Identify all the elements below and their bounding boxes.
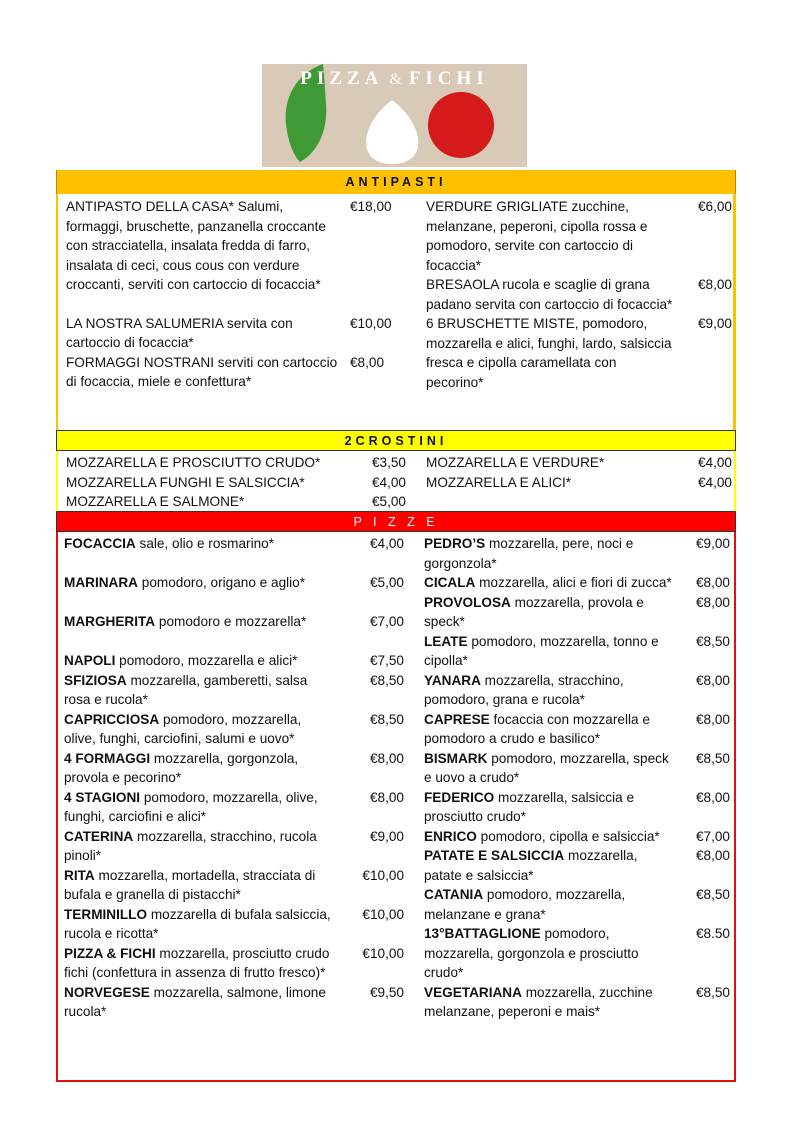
pizza-name: BISMARK — [424, 750, 488, 766]
pizza-price: €10,00 — [362, 945, 404, 961]
pizza-price: €10,00 — [362, 867, 404, 883]
pizza-item — [64, 651, 404, 671]
pizza-ingredients: pomodoro, cipolla e salsiccia* — [476, 828, 660, 844]
brand-right: FICHI — [408, 68, 489, 89]
pizza-description — [424, 788, 674, 827]
crostino-description: MOZZARELLA E SALMONE* — [66, 494, 245, 509]
pizza-ingredients: mozzarella, alici e fiori di zucca* — [475, 575, 672, 590]
pizza-description — [64, 866, 336, 905]
pizza-price: €8,50 — [695, 887, 730, 902]
pizza-item — [424, 632, 730, 671]
pizza-price: €8,00 — [695, 672, 730, 688]
pizza-description — [424, 827, 674, 847]
pizza-description — [64, 671, 336, 710]
crostini-left-column — [66, 453, 406, 512]
antipasto-item — [66, 197, 392, 295]
pizza-description — [64, 710, 336, 749]
pizza-ingredients: mozzarella, stracchino, rucola pinoli* — [64, 828, 317, 863]
antipasti-right-column — [426, 197, 732, 392]
pizza-item — [424, 983, 730, 1022]
pizza-price: €7,50 — [369, 653, 404, 668]
antipasto-description: 6 BRUSCHETTE MISTE, pomodoro, mozzarella e alici, funghi, lardo, salsiccia fresca e cipolla caramellata con pecorino* — [426, 316, 672, 390]
pizza-price: €9,00 — [369, 828, 404, 844]
pizza-name: NAPOLI — [64, 653, 116, 668]
pizza-ingredients: mozzarella, gamberetti, salsa rosa e rucola* — [64, 672, 308, 707]
pizza-ingredients: mozzarella, gorgonzola, provola e pecorino* — [64, 750, 299, 785]
pizza-price: €7,00 — [369, 614, 404, 629]
crostino-price: €4,00 — [697, 455, 732, 470]
pizza-item — [424, 827, 730, 847]
pizza-name: 4 FORMAGGI — [64, 750, 151, 766]
pizza-name: PATATE E SALSICCIA — [424, 848, 565, 863]
pizza-name: LEATE — [424, 633, 468, 649]
pizza-ingredients: mozzarella di bufala salsiccia, rucola e ricotta* — [64, 906, 331, 941]
pizza-item — [64, 944, 404, 983]
pizza-description — [424, 846, 674, 885]
pizza-description — [64, 944, 336, 983]
pizza-description — [64, 573, 336, 593]
pizza-ingredients: pomodoro, mozzarella, melanzane e grana* — [424, 887, 626, 922]
crostino-item — [426, 473, 732, 493]
pizze-left-column — [64, 534, 404, 1022]
pizza-item — [424, 749, 730, 788]
pizza-item — [64, 983, 404, 1022]
pizza-price: €8,00 — [695, 711, 730, 727]
brand-left: PIZZA — [300, 68, 384, 89]
pizza-description — [64, 651, 336, 671]
pizza-ingredients: mozzarella, provola e speck* — [424, 594, 644, 629]
pizza-name: SFIZIOSA — [64, 672, 127, 688]
pizza-description — [64, 534, 336, 554]
pizza-ingredients: mozzarella, mortadella, stracciata di bufala e granella di pistacchi* — [64, 867, 316, 902]
pizza-ingredients: pomodoro, mozzarella, speck e uovo a crudo* — [424, 750, 669, 785]
antipasti-header — [56, 170, 736, 194]
pizza-name: MARINARA — [64, 575, 139, 590]
pizza-description — [64, 983, 336, 1022]
pizza-description — [424, 593, 674, 632]
pizza-ingredients: mozzarella, stracchino, pomodoro, grana e rucola* — [424, 672, 624, 707]
antipasti-title: ANTIPASTI — [345, 175, 447, 189]
pizze-section — [56, 532, 736, 1082]
pizza-item — [424, 788, 730, 827]
pizze-header — [56, 511, 736, 532]
pizza-ingredients: pomodoro, mozzarella, olive, funghi, carciofini e alici* — [64, 789, 318, 824]
pizza-item — [64, 749, 404, 788]
pizza-ingredients: pomodoro, mozzarella, gorgonzola e prosciutto crudo* — [424, 926, 639, 980]
antipasto-price: €6,00 — [697, 199, 732, 214]
pizza-price: €5,00 — [369, 575, 404, 590]
crostino-item — [66, 492, 406, 512]
pizza-description — [424, 710, 674, 749]
pizze-title: P I Z Z E — [353, 515, 439, 529]
pizza-ingredients: pomodoro e mozzarella* — [155, 614, 307, 629]
pizza-item — [424, 534, 730, 573]
antipasto-price: €18,00 — [350, 199, 392, 214]
antipasto-description: FORMAGGI NOSTRANI serviti con cartoccio di focaccia, miele e confettura* — [66, 354, 338, 389]
pizza-price: €8,00 — [369, 750, 404, 766]
pizza-name: PIZZA & FICHI — [64, 945, 156, 961]
crostino-price: €4,00 — [371, 474, 406, 490]
antipasto-item — [426, 275, 732, 314]
antipasto-item — [66, 314, 392, 353]
pizza-description — [424, 749, 674, 788]
antipasto-item — [426, 197, 732, 275]
pizza-description — [64, 612, 336, 632]
pizza-description — [64, 905, 336, 944]
pizza-item — [424, 593, 730, 632]
pizza-price: €8,50 — [695, 750, 730, 766]
pizza-item — [424, 846, 730, 885]
pizza-ingredients: mozzarella, pere, noci e gorgonzola* — [424, 536, 634, 571]
pizza-name: PROVOLOSA — [424, 594, 511, 610]
pizza-ingredients: mozzarella, prosciutto crudo fichi (confettura in assenza di frutto fresco)* — [64, 945, 330, 980]
pizza-price: €8,00 — [695, 848, 730, 863]
pizza-name: VEGETARIANA — [424, 984, 522, 1000]
crostino-description: MOZZARELLA FUNGHI E SALSICCIA* — [66, 474, 305, 490]
pizza-name: PEDRO’S — [424, 536, 486, 551]
antipasto-description: BRESAOLA rucola e scaglie di grana padano servita con cartoccio di focaccia* — [426, 277, 673, 312]
antipasto-price: €9,00 — [697, 316, 732, 331]
pizza-price: €8,00 — [695, 575, 730, 590]
crostino-description: MOZZARELLA E VERDURE* — [426, 455, 605, 470]
pizza-name: TERMINILLO — [64, 906, 148, 922]
antipasto-price: €8,00 — [697, 277, 732, 292]
pizza-name: MARGHERITA — [64, 614, 156, 629]
crostino-item — [426, 453, 732, 473]
pizza-item — [64, 573, 404, 593]
crostino-description: MOZZARELLA E PROSCIUTTO CRUDO* — [66, 455, 321, 470]
pizza-item — [64, 827, 404, 866]
pizza-name: CICALA — [424, 575, 476, 590]
pizza-description — [64, 749, 336, 788]
pizza-item — [64, 671, 404, 710]
antipasto-item — [66, 353, 385, 392]
antipasto-description: LA NOSTRA SALUMERIA servita con cartoccio di focaccia* — [66, 315, 293, 350]
pizza-item — [424, 885, 730, 924]
pizza-name: FOCACCIA — [64, 536, 136, 551]
pizza-ingredients: mozzarella, salmone, limone rucola* — [64, 984, 326, 1019]
pizza-description — [424, 573, 674, 593]
pizza-ingredients: mozzarella, zucchine melanzane, peperoni e mais* — [424, 984, 653, 1019]
pizza-ingredients: mozzarella, salsiccia e prosciutto crudo* — [424, 789, 635, 824]
red-tomato-icon — [428, 92, 494, 158]
crostino-item — [66, 453, 406, 473]
white-garlic-icon — [366, 100, 418, 164]
pizza-ingredients: mozzarella, patate e salsiccia* — [424, 848, 638, 883]
antipasti-left-column — [66, 197, 392, 392]
pizza-ingredients: pomodoro, mozzarella, olive, funghi, carciofini, salumi e uovo* — [64, 711, 302, 746]
pizza-ingredients: pomodoro, mozzarella e alici* — [115, 653, 298, 668]
antipasto-description: ANTIPASTO DELLA CASA* Salumi, formaggi, bruschette, panzanella croccante con stracciatella, insalata fredda di farro, insalata di ceci, cous cous con verdure croccanti, serviti con cartoccio di focaccia* — [66, 199, 326, 292]
crostino-description: MOZZARELLA E ALICI* — [426, 474, 572, 490]
pizza-item — [424, 710, 730, 749]
crostino-item — [66, 473, 406, 493]
pizza-price: €8,00 — [695, 789, 730, 805]
pizza-price: €9,50 — [369, 984, 404, 1000]
pizza-price: €8.50 — [695, 926, 730, 941]
pizza-price: €8,50 — [695, 984, 730, 1000]
pizza-price: €8,50 — [369, 711, 404, 727]
crostini-title: 2CROSTINI — [344, 434, 448, 448]
pizza-name: 13°BATTAGLIONE — [424, 926, 541, 941]
pizza-price: €4,00 — [369, 536, 404, 551]
pizza-description — [64, 827, 336, 866]
brand-amp: & — [389, 71, 403, 88]
pizza-name: CAPRICCIOSA — [64, 711, 160, 727]
pizza-name: NORVEGESE — [64, 984, 150, 1000]
pizza-description — [424, 885, 674, 924]
pizza-description — [424, 924, 674, 983]
antipasto-price: €10,00 — [350, 315, 392, 331]
pizza-price: €8,50 — [695, 633, 730, 649]
crostini-section — [56, 451, 736, 511]
logo-brand-text — [262, 68, 527, 90]
pizze-right-column — [424, 534, 730, 1022]
pizza-name: CATANIA — [424, 887, 484, 902]
crostini-header — [56, 430, 736, 451]
pizza-price: €10,00 — [362, 906, 404, 922]
pizza-description — [424, 534, 674, 573]
pizza-item — [424, 671, 730, 710]
pizza-item — [424, 924, 730, 983]
pizza-name: CAPRESE — [424, 711, 490, 727]
crostini-right-column — [426, 453, 732, 492]
pizza-item — [64, 612, 404, 632]
restaurant-logo — [262, 64, 527, 167]
antipasto-description: VERDURE GRIGLIATE zucchine, melanzane, peperoni, cipolla rossa e pomodoro, servite con cartoccio di focaccia* — [426, 199, 648, 273]
pizza-name: ENRICO — [424, 828, 477, 844]
pizza-price: €7,00 — [695, 828, 730, 844]
pizza-price: €8,00 — [695, 594, 730, 610]
antipasto-price: €8,00 — [350, 354, 385, 370]
pizza-description — [64, 788, 336, 827]
pizza-item — [64, 866, 404, 905]
pizza-name: CATERINA — [64, 828, 134, 844]
pizza-ingredients: focaccia con mozzarella e pomodoro a crudo e basilico* — [424, 711, 650, 746]
pizza-price: €8,50 — [369, 672, 404, 688]
pizza-ingredients: pomodoro, mozzarella, tonno e cipolla* — [424, 633, 659, 668]
pizza-item — [64, 788, 404, 827]
pizza-ingredients: pomodoro, origano e aglio* — [138, 575, 306, 590]
crostino-price: €3,50 — [371, 455, 406, 470]
pizza-name: 4 STAGIONI — [64, 789, 141, 805]
pizza-name: RITA — [64, 867, 95, 883]
pizza-price: €8,00 — [369, 789, 404, 805]
antipasti-section — [56, 194, 736, 430]
crostino-price: €5,00 — [371, 494, 406, 509]
pizza-item — [64, 710, 404, 749]
pizza-item — [64, 534, 404, 554]
pizza-description — [424, 671, 674, 710]
pizza-item — [424, 573, 730, 593]
pizza-description — [424, 632, 674, 671]
pizza-name: FEDERICO — [424, 789, 495, 805]
pizza-description — [424, 983, 674, 1022]
crostino-price: €4,00 — [697, 474, 732, 490]
pizza-item — [64, 905, 404, 944]
antipasto-item — [426, 314, 732, 392]
pizza-ingredients: sale, olio e rosmarino* — [135, 536, 275, 551]
pizza-price: €9,00 — [695, 536, 730, 551]
pizza-name: YANARA — [424, 672, 481, 688]
